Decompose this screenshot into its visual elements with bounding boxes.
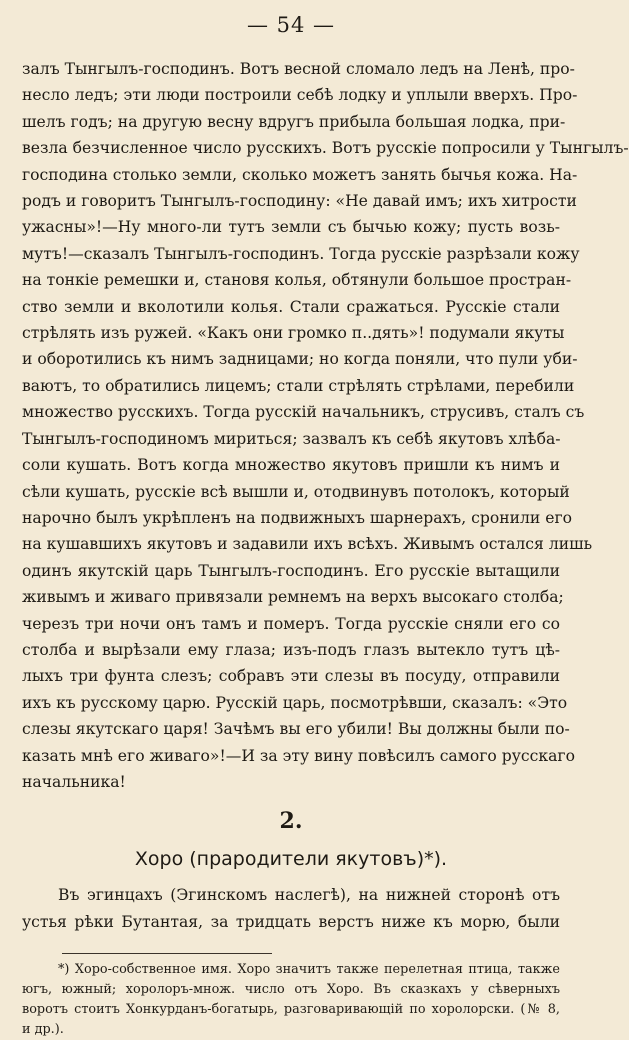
text-line: одинъ якутскій царь Тынгылъ-господинъ. Его русскіе вытащили [22, 561, 560, 580]
text-line: нарочно былъ укрѣпленъ на подвижныхъ шарнерахъ, сронили его [22, 508, 573, 527]
text-line: залъ Тынгылъ-господинъ. Вотъ весной сломало ледъ на Ленѣ, про- [22, 60, 575, 78]
text-line: сѣли кушать, русскіе всѣ вышли и, отодвинувъ потолокъ, который [22, 482, 570, 501]
footnote-line: и др.). [22, 1022, 64, 1038]
text-line: на тонкіе ремешки и, становя колья, обтянули большое простран- [22, 271, 572, 290]
text-line: черезъ три ночи онъ тамъ и померъ. Тогда русскіе сняли его со [22, 614, 560, 633]
text-line: господина столько земли, сколько можетъ занять бычья кожа. На- [22, 165, 578, 184]
text-line: Тынгылъ-господиномъ мириться; зазвалъ къ себѣ якутовъ хлѣба- [22, 429, 561, 448]
footnote-line: *) Хоро-собственное имя. Хоро значитъ также перелетная птица, также [58, 962, 560, 978]
text-line: столба и вырѣзали ему глаза; изъ-подъ глазъ вытекло тутъ цѣ- [22, 640, 560, 659]
footnote-line: югъ, южный; хоролоръ-множ. число отъ Хоро. Въ сказкахъ у сѣверныхъ [22, 982, 560, 998]
footnote-divider [62, 953, 272, 954]
text-line: и оборотились къ нимъ задницами; но когда поняли, что пули уби- [22, 350, 578, 369]
text-line: на кушавшихъ якутовъ и задавили ихъ всѣхъ. Живымъ остался лишь [22, 535, 593, 554]
text-line: соли кушать. Вотъ когда множество якутовъ пришли къ нимъ и [22, 456, 560, 475]
text-line: множество русскихъ. Тогда русскій начальникъ, струсивъ, сталъ съ [22, 403, 585, 422]
text-line: лыхъ три фунта слезъ; собравъ эти слезы въ посуду, отправили [22, 667, 560, 686]
section-title: Хоро (прародители якутовъ)*). [134, 848, 448, 871]
text-line: мутъ!—сказалъ Тынгылъ-господинъ. Тогда русскіе разрѣзали кожу [22, 244, 580, 263]
section-number: 2. [279, 808, 303, 835]
text-line: живымъ и живаго привязали ремнемъ на верхъ высокаго столба; [22, 588, 564, 607]
text-line: родъ и говоритъ Тынгылъ-господину: «Не давай имъ; ихъ хитрости [22, 192, 577, 211]
text-line: ужасны»!—Ну много-ли тутъ земли съ бычью кожу; пусть возь- [22, 218, 560, 237]
text-line: несло ледъ; эти люди построили себѣ лодку и уплыли вверхъ. Про- [22, 86, 578, 105]
text-line: Въ эгинцахъ (Эгинскомъ наслегѣ), на нижней сторонѣ отъ [58, 886, 560, 905]
section-text [22, 882, 560, 935]
text-line: устья рѣки Бутантая, за тридцать верстъ ниже къ морю, были [22, 912, 560, 931]
text-line: везла безчисленное число русскихъ. Вотъ русскіе попросили у Тынгылъ- [22, 139, 629, 158]
text-line: слезы якутскаго царя! Зачѣмъ вы его убили! Вы должны были по- [22, 720, 570, 739]
footnote-line: воротъ стоитъ Хонкурданъ-богатырь, разговаривающій по хоролорски. (№ 8, [22, 1002, 560, 1018]
text-line: ихъ къ русскому царю. Русскій царь, посмотрѣвши, сказалъ: «Это [22, 693, 568, 712]
text-line: ство земли и вколотили колья. Стали сражаться. Русскіе стали [22, 297, 560, 316]
footnote [22, 960, 560, 1040]
main-text [22, 56, 629, 795]
text-line: казать мнѣ его живаго»!—И за эту вину повѣсилъ самого русскаго [22, 746, 575, 765]
text-line: ваютъ, то обратились лицемъ; стали стрѣлять стрѣлами, перебили [22, 376, 575, 395]
text-line: начальника! [22, 772, 126, 791]
text-line: стрѣлять изъ ружей. «Какъ они громко п..дять»! подумали якуты [22, 324, 565, 343]
text-line: шелъ годъ; на другую весну вдругъ прибыла большая лодка, при- [22, 112, 566, 131]
page-number: — 54 — [246, 13, 336, 37]
